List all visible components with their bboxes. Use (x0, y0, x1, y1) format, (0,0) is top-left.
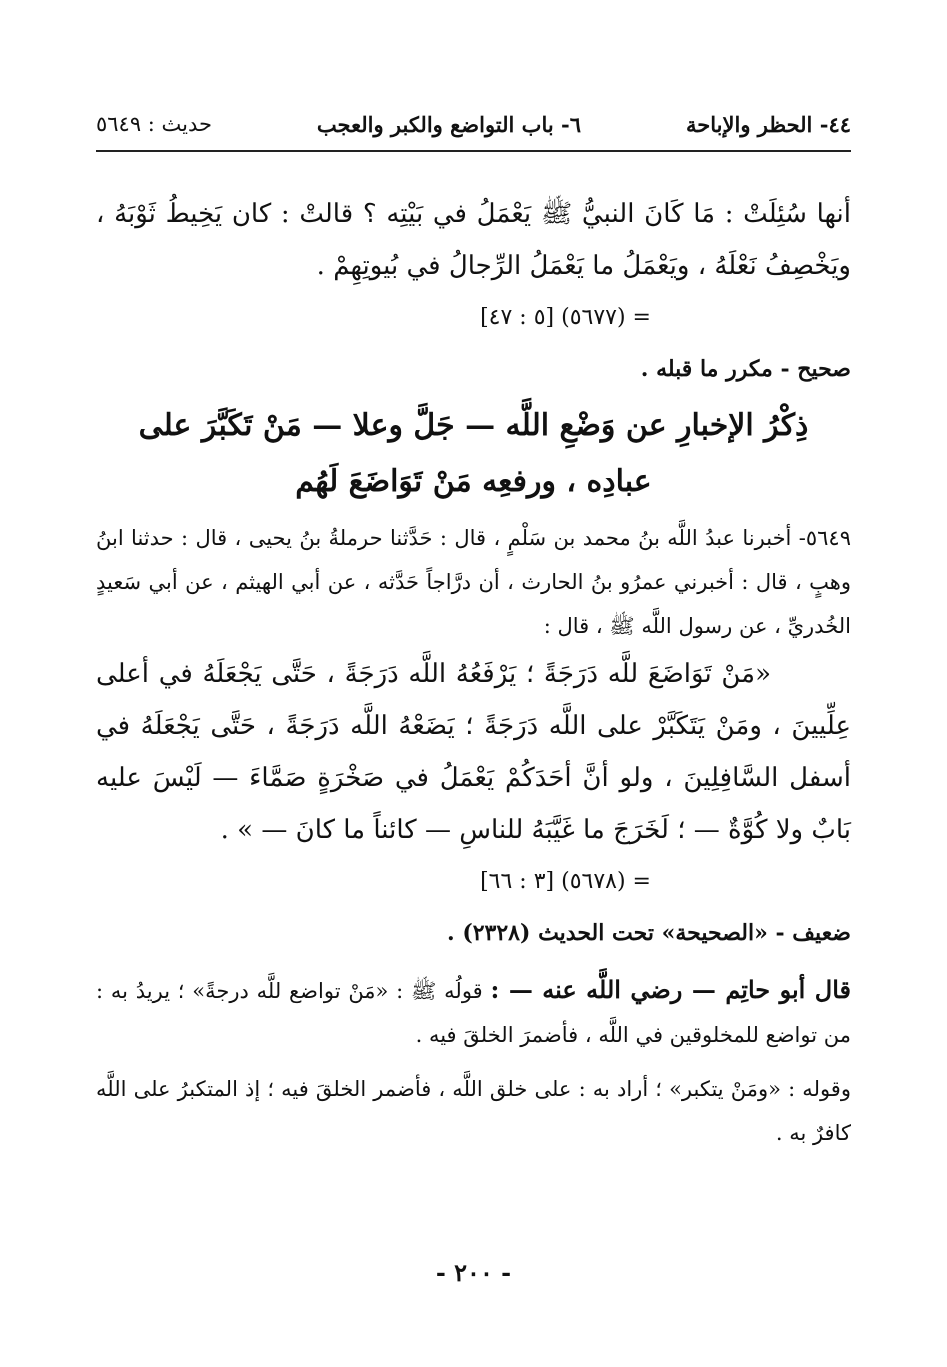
header-divider (96, 150, 851, 152)
commentary-text: قولُه ﷺ : «مَنْ تواضع للَّه درجةً» ؛ يريدُ به : من تواضع للمخلوقين في اللَّه ، فأضمرَ الخلقَ فيه . (96, 979, 851, 1047)
hadith-grade: صحيح - مكرر ما قبله . (640, 356, 851, 382)
cross-reference: = (٥٦٧٧) [٥ : ٤٧] (480, 305, 651, 330)
hadith-grade: ضعيف - «الصحيحة» تحت الحديث (٢٣٢٨) . (447, 920, 851, 946)
chapter-heading: ذِكْرُ الإخبارِ عن وَضْعِ اللَّه — جَلَّ وعلا — مَنْ تَكَبَّرَ على عبادِه ، ورفعِه مَنْ تَوَاضَعَ لَهُم (138, 408, 809, 499)
commentary-paragraph (96, 968, 851, 1057)
cross-reference: = (٥٦٧٨) [٣ : ٦٦] (480, 869, 651, 894)
hadith-isnad: ٥٦٤٩- أخبرنا عبدُ اللَّه بنُ محمد بن سَلْمٍ ، قال : حَدَّثنا حرملةُ بنُ يحيى ، قال : حدثنا ابنُ وهبٍ ، قال : أخبرني عمرُو بنُ الحارث ، أن درَّاجاً حَدَّثه ، عن أبي الهيثم ، عن أبي سَعيدٍ الخُدريِّ ، عن رسول اللَّه ﷺ ، قال : (96, 526, 851, 638)
running-header (96, 108, 851, 148)
hadith-reference: حديث : ٥٦٤٩ (96, 112, 213, 136)
chapter-title: ٦- باب التواضع والكبر والعجب (316, 112, 581, 137)
page-number: - ٢٠٠ - (435, 1258, 512, 1287)
commentary-paragraph: وقوله : «ومَنْ يتكبر» ؛ أراد به : على خلق اللَّه ، فأضمر الخلقَ فيه ؛ إذ المتكبرُ على اللَّه كافرٌ به . (96, 1077, 851, 1145)
hadith-matn: «مَنْ تَوَاضَعَ للَّه دَرَجَةً ؛ يَرْفَعُهُ اللَّه دَرَجَةً ، حَتَّى يَجْعَلَهُ في أعلى عِلِّيينَ ، ومَنْ يَتَكَبَّرْ على اللَّه دَرَجَةً ؛ يَضَعْهُ اللَّه دَرَجَةً ، حَتَّى يَجْعَلَهُ في أسفل السَّافِلِينَ ، ولو أنَّ أحَدَكُمْ يَعْمَلُ في صَخْرَةٍ صَمَّاءَ — لَيْسَ عليه بَابٌ ولا كُوَّةٌ — ؛ لَخَرَجَ ما غَيَّبَهُ للناسِ — كائناً ما كانَ — » . (96, 659, 851, 845)
page-body (96, 188, 851, 1155)
commentary-speaker: قال أبو حاتِم — رضي اللَّه عنه — : (490, 975, 851, 1004)
previous-hadith-continuation: أنها سُئِلَتْ : مَا كَانَ النبيُّ ﷺ يَعْمَلُ في بَيْتِه ؟ قالتْ : كان يَخِيطُ ثَوْبَهُ ، ويَخْصِفُ نَعْلَهُ ، ويَعْمَلُ ما يَعْمَلُ الرِّجالُ في بُيوتِهِمْ . (96, 199, 851, 281)
book-section-title: ٤٤- الحظر والإباحة (686, 112, 851, 137)
